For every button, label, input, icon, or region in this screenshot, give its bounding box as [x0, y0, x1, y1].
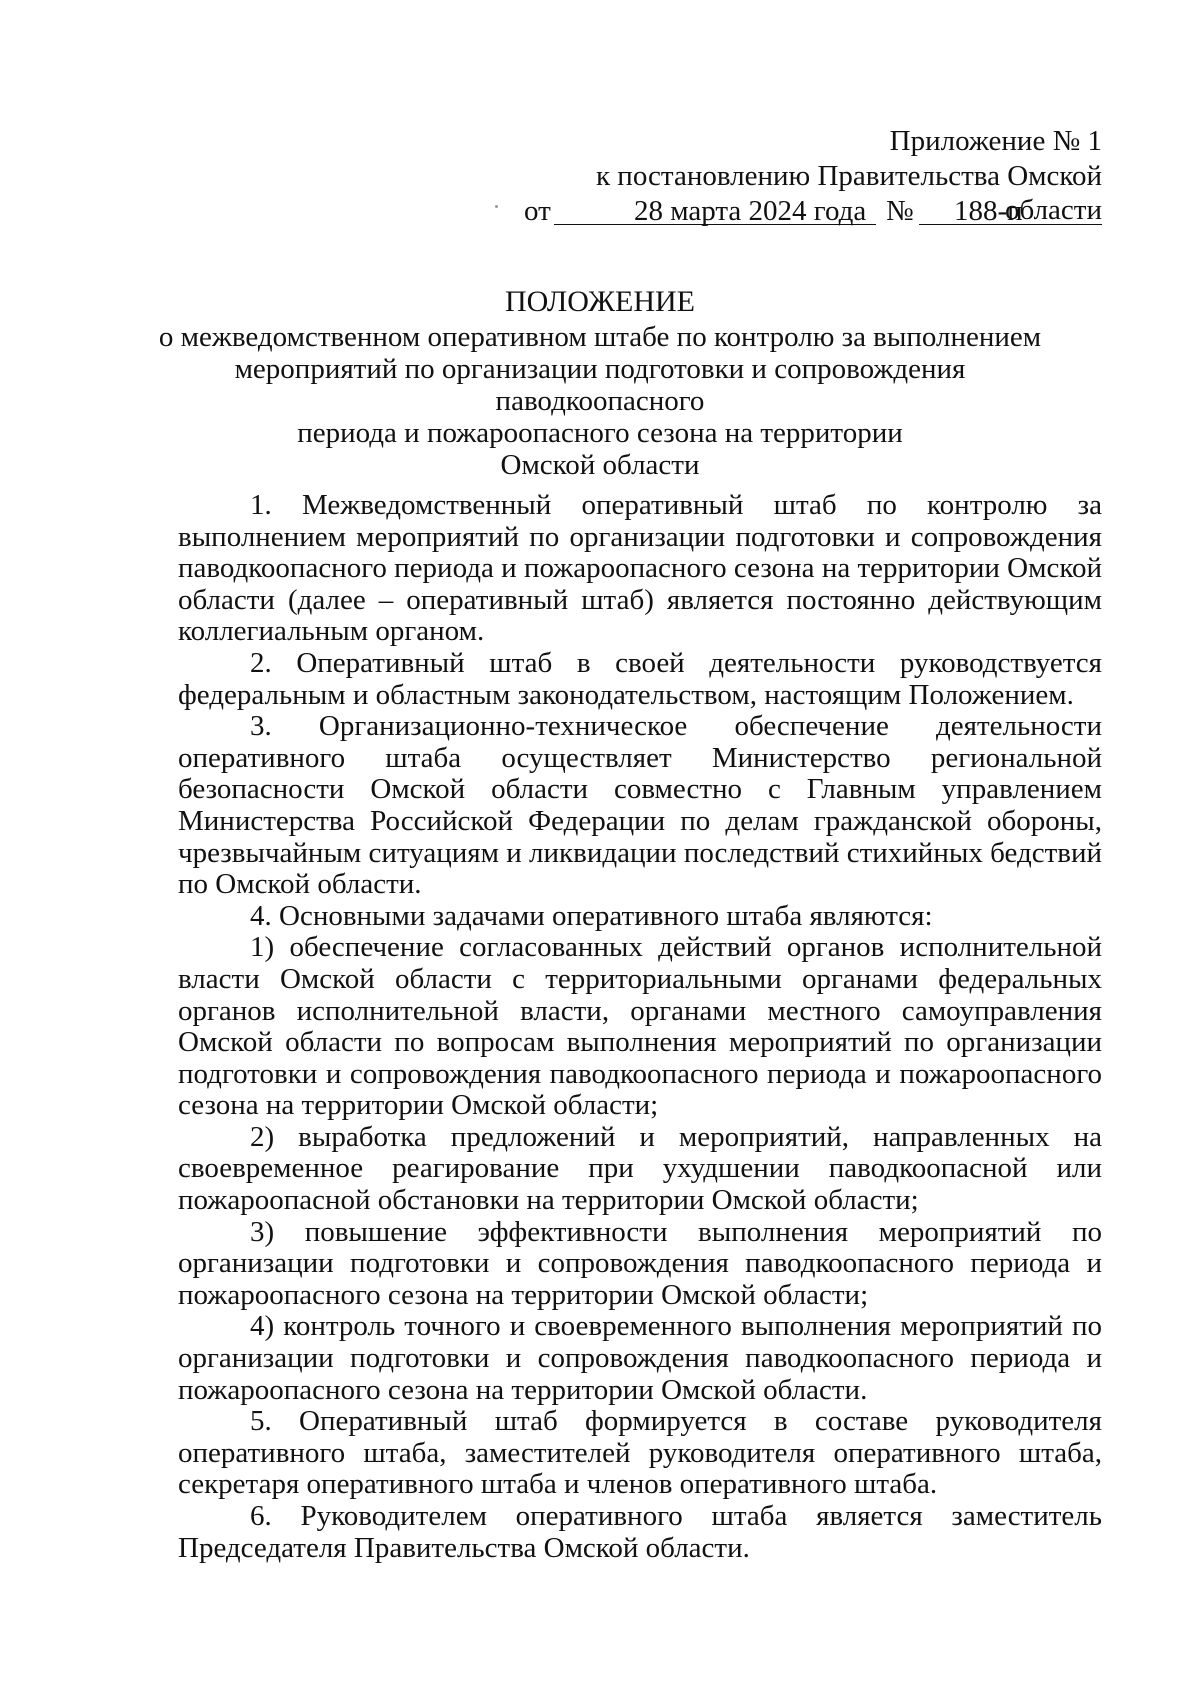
paragraph-3: 3. Организационно-техническое обеспечение деятельности оперативного штаба осуществляет Министерство региональной безопасности Омской области совместно с Главным управлением Министерства Российской Федерации по делам гражданской обороны, чрезвычайным ситуациям и ликвидации последствий стихийных бедствий по Омской области.: [178, 710, 1102, 901]
paragraph-4-item-3: 3) повышение эффективности выполнения мероприятий по организации подготовки и сопровождения паводкоопасного периода и пожароопасного сезона на территории Омской области;: [178, 1215, 1102, 1311]
date-number-line: [524, 194, 1102, 230]
document-number: 188-п: [954, 195, 1023, 227]
paragraph-4-item-4: 4) контроль точного и своевременного выполнения мероприятий по организации подготовки и сопровождения паводкоопасного периода и пожароопасного сезона на территории Омской области.: [178, 1310, 1102, 1406]
paragraph-4: 4. Основными задачами оперативного штаба являются:: [250, 899, 933, 932]
document-subtitle: [150, 321, 1050, 481]
paragraph-6: 6. Руководителем оперативного штаба является заместитель Председателя Правительства Омской области.: [178, 1500, 1102, 1564]
number-sign: №: [886, 195, 914, 227]
paragraph-4-item-1: 1) обеспечение согласованных действий органов исполнительной власти Омской области с территориальными органами федеральных органов исполнительной власти, органами местного самоуправления Омской области по вопросам выполнения мероприятий по организации подготовки и сопровождения паводкоопасного периода и пожароопасного сезона на территории Омской области;: [178, 931, 1102, 1122]
subtitle-line: мероприятий по организации подготовки и сопровождения паводкоопасного: [234, 353, 966, 417]
subtitle-line: периода и пожароопасного сезона на территории: [297, 417, 903, 449]
paragraph-5: 5. Оперативный штаб формируется в составе руководителя оперативного штаба, заместителей руководителя оперативного штаба, секретаря оперативного штаба и членов оперативного штаба.: [178, 1405, 1102, 1501]
appendix-title: Приложение № 1: [889, 125, 1102, 157]
date-prefix: от: [524, 195, 551, 227]
subtitle-line: Омской области: [500, 449, 700, 481]
paragraph-1: 1. Межведомственный оперативный штаб по контролю за выполнением мероприятий по организации подготовки и сопровождения паводкоопасного периода и пожароопасного сезона на территории Омской области (далее – оперативный штаб) является постоянно действующим коллегиальным органом.: [178, 489, 1102, 648]
scan-speck: [495, 205, 498, 208]
paragraph-4-item-2: 2) выработка предложений и мероприятий, направленных на своевременное реагирование при ухудшении паводкоопасной или пожароопасной обстановки на территории Омской области;: [178, 1120, 1102, 1217]
paragraph-2: 2. Оперативный штаб в своей деятельности руководствуется федеральным и областным законодательством, настоящим Положением.: [178, 646, 1102, 711]
document-body: [178, 490, 1102, 1564]
subtitle-line: о межведомственном оперативном штабе по контролю за выполнением: [158, 321, 1042, 353]
appendix-reference: к постановлению Правительства Омской области: [595, 160, 1102, 226]
document-date: 28 марта 2024 года: [634, 195, 867, 227]
document-title: ПОЛОЖЕНИЕ: [505, 285, 695, 318]
